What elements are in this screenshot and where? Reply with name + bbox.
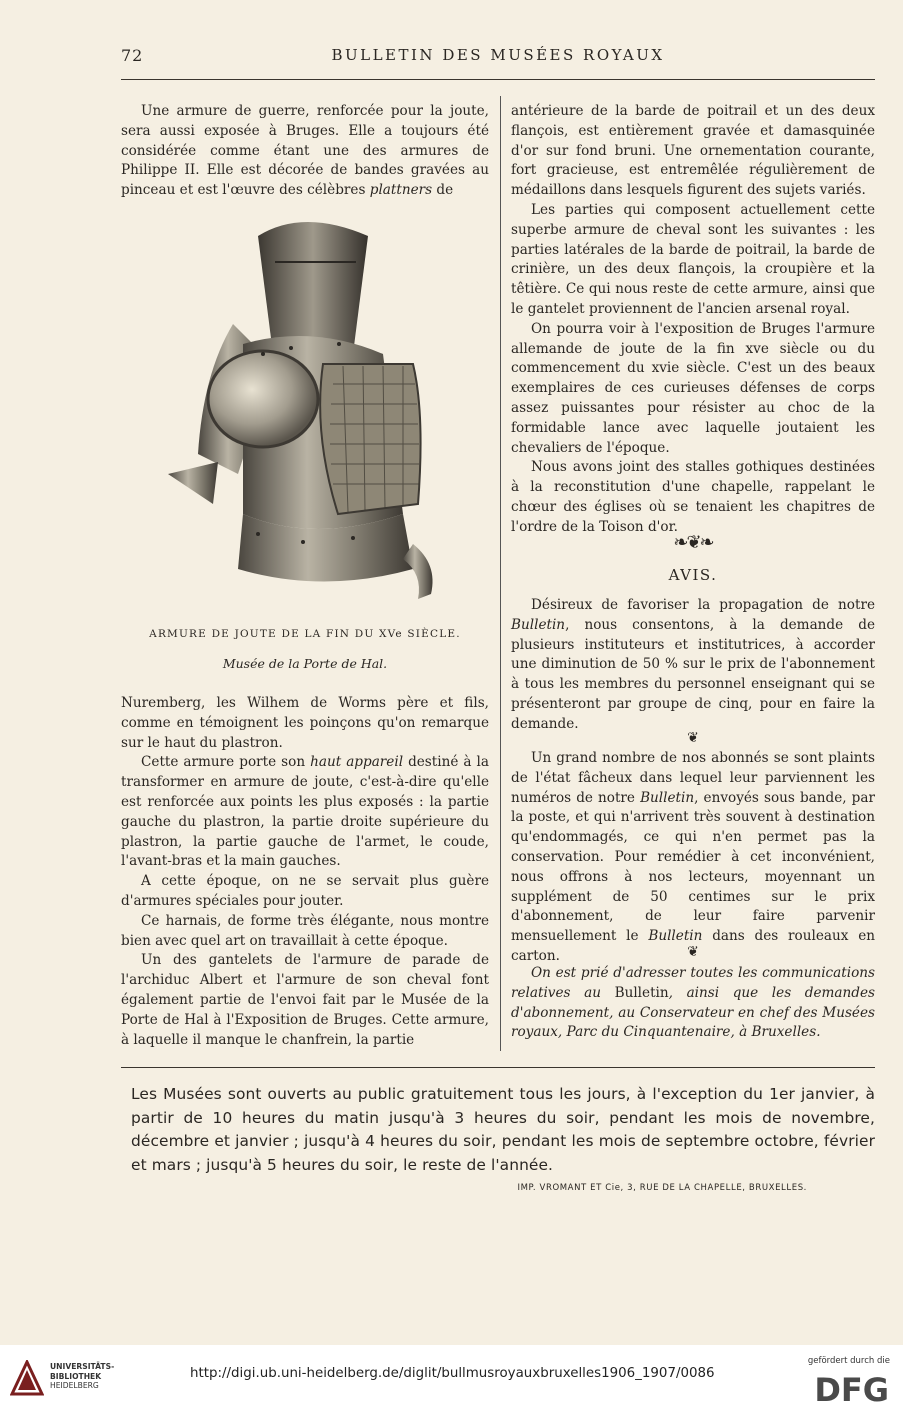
small-ornament-2: ❦ [687,944,699,960]
subscribers-section [511,749,875,967]
helmet-shape [258,222,368,354]
paragraph-harnais: Ce harnais, de forme très élégante, nous montre bien avec quel art on travaillait à cette époque. [121,912,489,949]
armor-photograph [163,214,459,616]
figure-caption-source: Musée de la Porte de Hal. [222,656,388,671]
fleuron-ornament: ❧❦❧ [673,532,713,553]
contact-section [511,964,875,1043]
jousting-shield [320,364,420,514]
right-column-top [511,102,875,538]
armor-illustration [163,214,459,616]
paragraph-gantelets: Un des gantelets de l'armure de parade de l'archiduc Albert et l'armure de son cheval font également partie de l'envoi fait par le Musée de la Porte de Hal à l'Exposition de Bruges. Cette armure, à laquelle il manque le chanfrein, la partie [121,952,489,1048]
journal-title: BULLETIN DES MUSÉES ROYAUX [331,46,665,64]
column-divider [500,96,501,1051]
elbow-spike [168,462,218,504]
round-besagew [208,351,318,447]
paragraph-exposition: On pourra voir à l'exposition de Bruges l'armure allemande de joute de la fin xve siècle ou du commencement du xvie siècle. C'est un des beaux exemplaires de ces curieuses défenses de corps assez puissantes pour résister au choc de la formidable lance avec laquelle joutaient les chevaliers de l'époque. [511,320,875,456]
dfg-logo: DFG [814,1371,889,1409]
digitization-bar [0,1345,903,1413]
avis-heading: AVIS. [668,566,718,584]
paragraph-armure-guerre: Une armure de guerre, renforcée pour la joute, sera aussi exposée à Bruges. Elle a toujours été considérée comme étant une des armures de Philippe II. Elle est décorée de bandes gravées au pinceau et est l'œuvre des célèbres plattners de [121,103,489,199]
paragraph-grand-nombre: Un grand nombre de nos abonnés se sont plaints de l'état fâcheux dans lequel leur parviennent les numéros de notre Bulletin, envoyés sous bande, par la poste, et qui n'arrivent très souvent à destination qu'endommagés, ce qui n'en permet pas la conservation. Pour remédier à cet inconvénient, nous offrons à nos lecteurs, moyennant un supplément de 50 centimes sur le prix d'abonnement, de leur faire parvenir mensuellement le Bulletin dans des rouleaux en carton. [511,750,875,964]
permalink-url[interactable]: http://digi.ub.uni-heidelberg.de/diglit/bullmusroyauxbruxelles1906_1907/0086 [190,1366,715,1381]
paragraph-desireux: Désireux de favoriser la propagation de notre Bulletin, nous consentons, à la demande de plusieurs instituteurs et institutrices, à accorder une diminution de 50 % sur le prix de l'abonnement à tous les membres du personnel enseignant qui se présenteront par groupe de cinq, pour en faire la demande. [511,597,875,732]
page-number: 72 [121,46,144,65]
left-column-lower [121,694,489,1050]
paragraph-contact: On est prié d'adresser toutes les communications relatives au Bulletin, ainsi que les demandes d'abonnement, au Conservateur en chef des Musées royaux, Parc du Cinquantenaire, à Bruxelles. [511,965,875,1041]
paragraph-cette-epoque: A cette époque, on ne se servait plus guère d'armures spéciales pour jouter. [121,873,489,909]
page-header [121,44,875,70]
printer-imprint: IMP. VROMANT ET Cie, 3, RUE DE LA CHAPELLE, BRUXELLES. [517,1183,807,1193]
paragraph-parties: Les parties qui composent actuellement cette superbe armure de cheval sont les suivantes : les parties latérales de la barde de poitrail, la barde de crinière, un des deux flançois, la croupière et la têtière. Ce qui nous reste de cette armure, ainsi que le gantelet proviennent de l'ancien arsenal royal. [511,201,875,317]
library-name: UNIVERSITÄTS- BIBLIOTHEK HEIDELBERG [50,1362,115,1391]
paragraph-haut-appareil: Cette armure porte son haut appareil destiné à la transformer en armure de joute, c'est-à-dire qu'elle est renforcée aux points les plus exposés : la partie gauche du plastron, la partie droite supérieure du plastron, la partie gauche de l'armet, le coude, l'avant-bras et la main gauches. [121,754,489,870]
header-rule [121,79,875,80]
paragraph-anterieure: antérieure de la barde de poitrail et un des deux flançois, est entièrement gravée et damasquinée d'or sur fond bruni. Une ornementation courante, fort gracieuse, est entremêlée régulièrement de médaillons dans lesquels figurent des sujets variés. [511,103,875,199]
footer-rule [121,1067,875,1068]
figure-caption-title: ARMURE DE JOUTE DE LA FIN DU XVe SIÈCLE. [149,628,461,640]
small-ornament: ❦ [687,730,699,746]
left-column-top [121,102,489,201]
funding-credit: gefördert durch die [807,1356,890,1366]
avis-section [511,596,875,735]
university-library-logo-icon [10,1360,44,1396]
opening-hours-notice: Les Musées sont ouverts au public gratuitement tous les jours, à l'exception du 1er janvier, à partir de 10 heures du matin jusqu'à 3 heures du soir, pendant les mois de novembre, décembre et janvier ; jusqu'à 4 heures du soir, pendant les mois de septembre octobre, février et mars ; jusqu'à 5 heures du soir, le reste de l'année. [131,1085,875,1174]
paragraph-nuremberg: Nuremberg, les Wilhem de Worms père et fils, comme en témoignent les poinçons qu'on remarque sur le haut du plastron. [121,695,489,751]
paragraph-stalles: Nous avons joint des stalles gothiques destinées à la reconstitution d'une chapelle, rappelant le chœur des églises où se tenaient les chapitres de l'ordre de la Toison d'or. [511,459,875,535]
